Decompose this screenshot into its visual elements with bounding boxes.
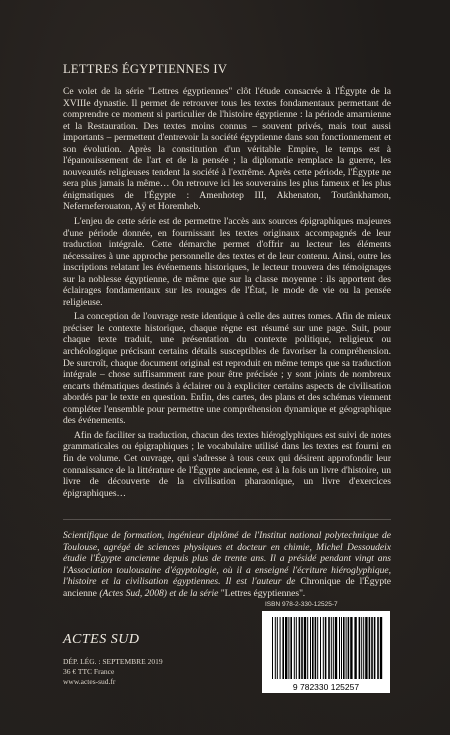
- barcode-bar: [282, 617, 284, 679]
- barcode-bar: [328, 617, 330, 679]
- section-divider: [63, 519, 391, 520]
- description-paragraph-2: L'enjeu de cette série est de permettre l'accès aux sources épigraphiques majeures d'une période donnée, en fournissant les textes originaux accompagnés de leur traduction intégrale. Cette démarche permet d'offrir au lecteur les éléments nécessaires à une approche personnelle des textes et de leur contenu. Ainsi, outre les inscriptions relatant les événements historiques, le lecteur trouvera des témoignages sur la noblesse égyptienne, de même que sur la classe moyenne : ils apportent des éclairages fondamentaux sur les rouages de l'État, le mode de vie ou la pensée religieuse.: [63, 216, 391, 308]
- barcode-bar: [359, 617, 361, 679]
- barcode-bar: [380, 617, 382, 679]
- barcode-bar: [361, 617, 362, 679]
- barcode-bar: [301, 617, 303, 679]
- barcode-bar: [325, 617, 327, 679]
- barcode-bar: [307, 617, 308, 679]
- author-biography: [63, 530, 391, 599]
- isbn-barcode: [262, 611, 390, 693]
- barcode-bar: [320, 617, 321, 679]
- legal-info: [63, 657, 163, 687]
- barcode-bar: [354, 617, 356, 679]
- barcode-bar: [285, 617, 287, 679]
- barcode-bar: [346, 617, 347, 679]
- legal-deposit: DÉP. LÉG. : SEPTEMBRE 2019: [63, 657, 163, 666]
- barcode-bar: [296, 617, 297, 679]
- barcode-bar: [272, 617, 273, 679]
- bio-work-series: "Lettres égyptiennes": [220, 587, 304, 599]
- bio-work-chronique: Chronique de l'Égypte ancienne: [63, 576, 391, 599]
- barcode-bar: [333, 617, 334, 679]
- barcode-bar: [275, 617, 276, 679]
- isbn-label: ISBN 978-2-330-12525-7: [265, 601, 338, 608]
- barcode-bar: [343, 617, 345, 679]
- barcode-bar: [374, 617, 376, 679]
- barcode-bar: [288, 617, 289, 679]
- barcode-bar: [280, 617, 281, 679]
- publisher-logo: ACTES SUD: [63, 632, 140, 647]
- publisher-website: www.actes-sud.fr: [63, 677, 116, 686]
- barcode-bar: [335, 617, 337, 679]
- barcode-bar: [317, 617, 318, 679]
- barcode-bar: [371, 617, 373, 679]
- description-paragraph-4: Afin de faciliter sa traduction, chacun des textes hiéroglyphiques est suivi de notes grammaticales ou épigraphiques ; le vocabulaire utilisé dans les textes est fourni en fin de volume. Cet ouvrage, qui s'adresse à tous ceux qui désirent approfondir leur connaissance de la littérature de l'Égypte ancienne, est à la fois un livre d'histoire, un livre de découverte de la civilisation pharaonique, un livre d'exercices épigraphiques…: [63, 429, 391, 499]
- barcode-bar: [277, 617, 278, 679]
- price: 36 € TTC France: [63, 667, 115, 676]
- barcode-bar: [294, 617, 295, 679]
- barcode-bar: [348, 617, 350, 679]
- barcode-bar: [369, 617, 371, 679]
- barcode-number: 9 782330 125257: [292, 682, 360, 692]
- barcode-bar: [310, 617, 311, 679]
- description-paragraph-3: La conception de l'ouvrage reste identique à celle des autres tomes. Afin de mieux préciser le contexte historique, chaque règne est résumé sur une page. Suit, pour chaque texte traduit, une présentation du contexte politique, religieux ou archéologique précisant certains détails susceptibles de favoriser la compréhension. De surcroît, chaque document original est reproduit en même temps que sa traduction intégrale – chose suffisamment rare pour être précisée ; y sont joints de nombreux encarts thématiques destinés à éclairer ou à expliciter certains aspects de civilisation abordés par le texte en question. Enfin, des cartes, des plans et des schémas viennent compléter l'ensemble pour permettre une compréhension dynamique et géographique des événements.: [63, 311, 391, 427]
- book-series-title: LETTRES ÉGYPTIENNES IV: [63, 62, 228, 76]
- bio-text-1: Scientifique de formation, ingénieur diplômé de l'Institut national polytechnique de Toulouse, agrégé de sciences physiques et docteur en chimie, Michel Dessoudeix étudie l'Égypte ancienne depuis plus de trente ans. Il a présidé pendant vingt ans l'Association toulousaine d'égyptologie, où il a enseigné l'écriture hiéroglyphique, l'histoire et la civilisation égyptiennes. Il est l'auteur de: [63, 530, 391, 588]
- barcode-bar: [315, 617, 317, 679]
- barcode-bar: [365, 617, 367, 679]
- barcode-bar: [312, 617, 314, 679]
- description-paragraph-1: Ce volet de la série "Lettres égyptiennes" clôt l'étude consacrée à l'Égypte de la XVIIIe dynastie. Il permet de retrouver tous les textes fondamentaux permettant de comprendre ce moment si particulier de l'histoire égyptienne : la période amarnienne et la Restauration. Des textes moins connus – souvent privés, mais tout aussi importants – permettent d'entrevoir la société égyptienne dans son fonctionnement et son évolution. Après la constitution d'un véritable Empire, le temps est à l'épanouissement de l'art et de la pensée ; la diplomatie remplace la guerre, les nouveautés religieuses tendent la société à l'extrême. Après cette période, l'Égypte ne sera plus jamais la même… On retrouve ici les souverains les plus fameux et les plus énigmatiques de l'Égypte : Amenhotep III, Akhenaton, Toutânkhamon, Neferneferouaton, Aÿ et Horemheb.: [63, 86, 391, 213]
- barcode-bar: [290, 617, 292, 679]
- back-cover-description: [63, 86, 391, 502]
- barcode-bar: [339, 617, 340, 679]
- barcode-bar: [377, 617, 379, 679]
- barcode-bar: [331, 617, 332, 679]
- bio-text-2: (Actes Sud, 2008) et de la série: [96, 587, 221, 599]
- bio-text-end: .: [303, 587, 306, 599]
- barcode-bar: [341, 617, 342, 679]
- barcode-bar: [299, 617, 301, 679]
- barcode-bar: [363, 617, 364, 679]
- barcode-bar: [323, 617, 324, 679]
- barcode-bar: [304, 617, 306, 679]
- barcode-bar: [350, 617, 352, 679]
